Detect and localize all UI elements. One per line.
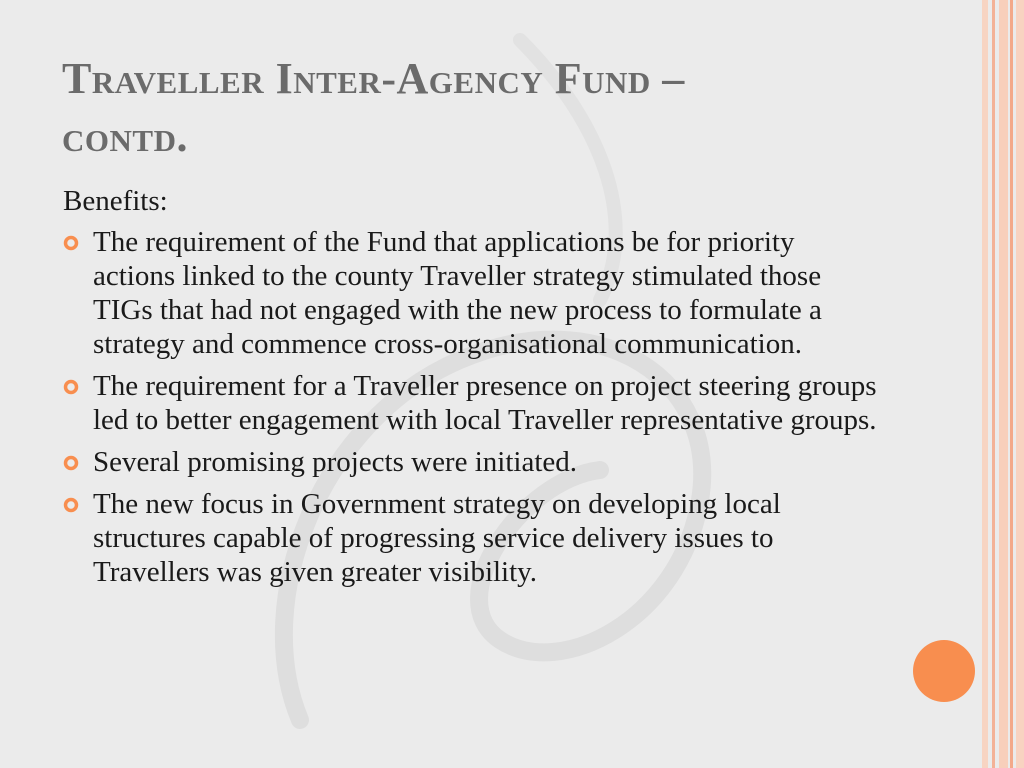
orange-circle-decoration: [913, 640, 975, 702]
subheading: Benefits:: [63, 185, 168, 217]
title-line-1: Traveller Inter-Agency Fund –: [62, 54, 685, 103]
right-stripe-4: [1016, 0, 1024, 768]
slide-title: [62, 50, 882, 166]
bullet-text: The requirement for a Traveller presence on project steering groups led to better engagement with local Traveller representative groups.: [93, 370, 877, 436]
bullet-list: [63, 225, 883, 597]
bullet-item: [63, 225, 883, 361]
orange-ring-bullet-icon: [63, 455, 79, 471]
orange-ring-bullet-icon: [63, 379, 79, 395]
right-stripe-3: [1010, 0, 1013, 768]
right-stripe-light: [982, 0, 988, 768]
bullet-text: Several promising projects were initiated.: [93, 446, 577, 478]
bullet-text: The requirement of the Fund that applications be for priority actions linked to the county Traveller strategy stimulated those TIGs that had not engaged with the new process to formulate a strategy and commence cross-organisational communication.: [93, 226, 822, 360]
bullet-text: The new focus in Government strategy on developing local structures capable of progressing service delivery issues to Travellers was given greater visibility.: [93, 488, 781, 588]
right-stripe-1: [992, 0, 995, 768]
bullet-item: [63, 445, 883, 479]
bullet-item: [63, 369, 883, 437]
bullet-item: [63, 487, 883, 589]
orange-ring-bullet-icon: [63, 497, 79, 513]
orange-ring-bullet-icon: [63, 235, 79, 251]
title-line-2: contd.: [62, 112, 188, 161]
right-stripe-2: [999, 0, 1008, 768]
